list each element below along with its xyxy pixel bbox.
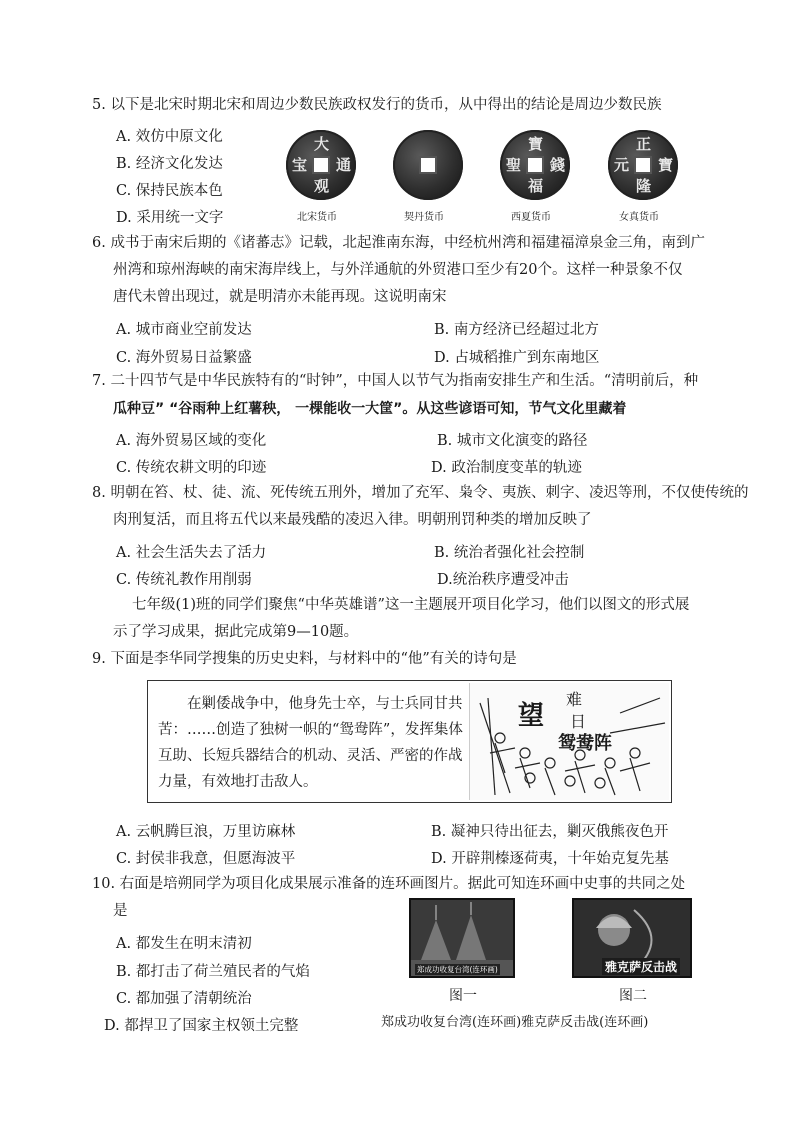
q9-stem: 9. 下面是李华同学搜集的历史史料，与材料中的“他”有关的诗句是	[92, 651, 517, 667]
q7-option-c: C. 传统农耕文明的印迹	[116, 460, 267, 476]
mandarin-duck-formation-image	[469, 683, 669, 800]
q5-stem: 5. 以下是北宋时期北宋和周边少数民族政权发行的货币，从中得出的结论是周边少数民族	[92, 97, 662, 113]
q10-option-a: A. 都发生在明末清初	[116, 936, 252, 952]
q9-material-text: 在剿倭战争中，他身先士卒，与士兵同甘共苦：……创造了独树一帜的“鸳鸯阵”，发挥集体互助、长短兵器结合的机动、灵活、严密的作战力量，有效地打击敌人。	[158, 696, 463, 790]
q6-option-d: D. 占城稻推广到东南地区	[434, 350, 600, 366]
q10-figure-caption: 郑成功收复台湾(连环画)雅克萨反击战(连环画)	[381, 1015, 649, 1030]
coin-caption-northern-song: 北宋货币	[297, 212, 337, 223]
battle-glyph-wang: 望	[518, 701, 545, 731]
project-intro-line-2: 示了学习成果，据此完成第9—10题。	[113, 624, 359, 640]
battle-label-formation: 鸳鸯阵	[558, 733, 612, 754]
figure-2-banner: 雅克萨反击战	[602, 958, 680, 975]
q10-option-d: D. 都捍卫了国家主权领土完整	[104, 1018, 299, 1034]
figure-1-banner: 郑成功收复台湾(连环画)	[417, 965, 498, 974]
q5-option-c: C. 保持民族本色	[116, 183, 223, 199]
coin-caption-jurchen: 女真货币	[619, 212, 659, 223]
q5-option-a: A. 效仿中原文化	[116, 129, 223, 145]
q7-option-b: B. 城市文化演变的路径	[437, 433, 588, 449]
battle-glyph-nan: 难	[566, 690, 583, 709]
q8-line-1: 8. 明朝在笞、杖、徒、流、死传统五刑外，增加了充军、枭令、夷族、刺字、凌迟等刑，不仅使传统的	[92, 485, 749, 501]
q9-option-b: B. 凝神只待出征去，剿灭俄熊夜色开	[431, 824, 669, 840]
q6-option-b: B. 南方经济已经超过北方	[434, 322, 599, 338]
q7-line-2: 瓜种豆” “谷雨种上红薯秧， 一棵能收一大筐”。从这些谚语可知，节气文化里藏着	[113, 401, 627, 417]
q9-option-a: A. 云帆腾巨浪，万里访麻林	[116, 824, 296, 840]
q8-option-c: C. 传统礼教作用削弱	[116, 572, 252, 588]
q9-material-box	[147, 680, 672, 803]
q7-option-a: A. 海外贸易区域的变化	[116, 433, 267, 449]
q9-option-d: D. 开辟荆榛逐荷夷，十年始克复先基	[431, 851, 669, 867]
figure-1-zheng-chenggong-comic	[409, 898, 515, 978]
q10-line-1: 10. 右面是培朔同学为项目化成果展示准备的连环画图片。据此可知连环画中史事的共同之处	[92, 876, 686, 892]
q6-line-3: 唐代未曾出现过，就是明清亦未能再现。这说明南宋	[113, 289, 447, 305]
q6-line-1: 6. 成书于南宋后期的《诸蕃志》记载，北起淮南东海，中经杭州湾和福建福漳泉金三角，南到广	[92, 235, 705, 251]
q7-line-1: 7. 二十四节气是中华民族特有的“时钟”，中国人以节气为指南安排生产和生活。“清明前后，种	[92, 373, 699, 389]
q5-option-b: B. 经济文化发达	[116, 156, 223, 172]
q6-option-c: C. 海外贸易日益繁盛	[116, 350, 252, 366]
q8-option-a: A. 社会生活失去了活力	[116, 545, 267, 561]
coin-northern-song: 大 通 观 宝	[286, 130, 356, 200]
q8-option-d: D.统治秩序遭受冲击	[437, 572, 569, 588]
q10-line-2: 是	[113, 903, 128, 919]
coin-caption-western-xia: 西夏货币	[511, 212, 551, 223]
project-intro-line-1: 七年级(1)班的同学们聚焦“中华英雄谱”这一主题展开项目化学习，他们以图文的形式展	[132, 597, 690, 613]
q10-option-b: B. 都打击了荷兰殖民者的气焰	[116, 964, 310, 980]
figure-2-label: 图二	[619, 988, 647, 1004]
coin-western-xia: 寶 錢 福 聖	[500, 130, 570, 200]
coin-caption-khitan: 契丹货币	[404, 212, 444, 223]
battle-glyph-ri: 日	[570, 712, 587, 731]
q5-option-d: D. 采用统一文字	[116, 210, 224, 226]
q6-option-a: A. 城市商业空前发达	[116, 322, 252, 338]
coin-jurchen: 正 寶 隆 元	[608, 130, 678, 200]
q8-option-b: B. 统治者强化社会控制	[434, 545, 585, 561]
figure-2-yaksa-comic	[572, 898, 692, 978]
q7-option-d: D. 政治制度变革的轨迹	[431, 460, 582, 476]
q8-line-2: 肉刑复活，而且将五代以来最残酷的凌迟入律。明朝刑罚种类的增加反映了	[113, 512, 592, 528]
q10-option-c: C. 都加强了清朝统治	[116, 991, 252, 1007]
coin-khitan	[393, 130, 463, 200]
q6-line-2: 州湾和琼州海峡的南宋海岸线上，与外洋通航的外贸港口至少有20个。这样一种景象不仅	[113, 262, 683, 278]
q9-option-c: C. 封侯非我意，但愿海波平	[116, 851, 296, 867]
figure-1-label: 图一	[449, 988, 477, 1004]
